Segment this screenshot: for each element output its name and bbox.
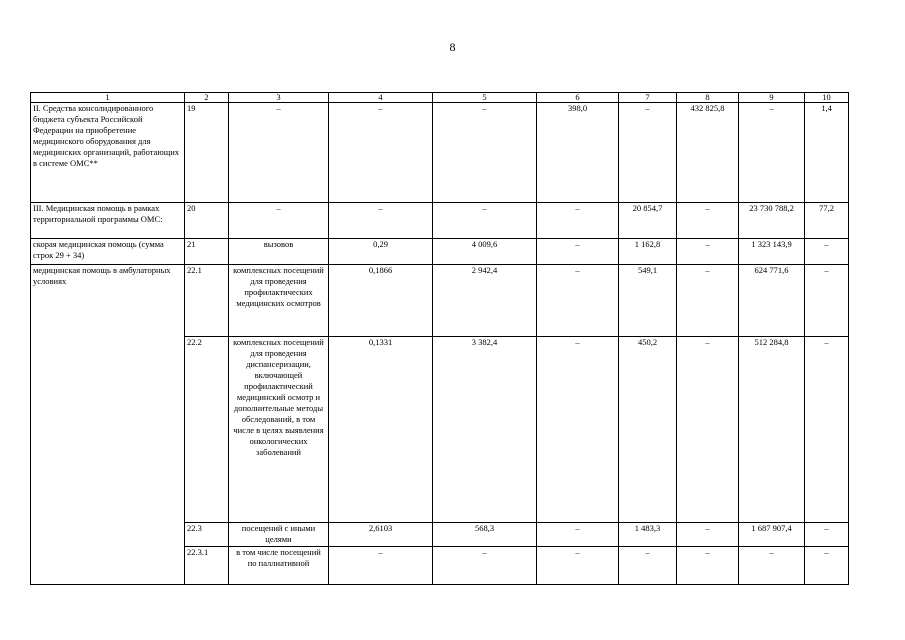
table-row — [31, 265, 849, 337]
value-cell: 1 323 143,9 — [739, 239, 805, 265]
value-cell: 1 687 907,4 — [739, 523, 805, 547]
value-cell: – — [537, 239, 619, 265]
value-cell: 0,29 — [329, 239, 433, 265]
value-cell: 624 771,6 — [739, 265, 805, 337]
value-cell: – — [537, 547, 619, 585]
header-cell: 7 — [619, 93, 677, 103]
value-cell: 1,4 — [805, 103, 849, 203]
header-cell: 9 — [739, 93, 805, 103]
value-cell: 3 382,4 — [433, 337, 537, 523]
value-cell: – — [805, 337, 849, 523]
value-cell: 2 942,4 — [433, 265, 537, 337]
value-cell: – — [329, 203, 433, 239]
value-cell: – — [433, 103, 537, 203]
value-cell: 4 009,6 — [433, 239, 537, 265]
value-cell: – — [433, 203, 537, 239]
value-cell: 1 162,8 — [619, 239, 677, 265]
header-cell: 3 — [229, 93, 329, 103]
value-cell: – — [677, 523, 739, 547]
value-cell: – — [619, 103, 677, 203]
header-cell: 8 — [677, 93, 739, 103]
unit-cell: вызовов — [229, 239, 329, 265]
unit-cell: комплексных посещений для проведения диспансеризации, включающей профилактический медицинский осмотр и дополнительные методы обследований, в том числе в целях выявления онкологических заболеваний — [229, 337, 329, 523]
value-cell: – — [805, 265, 849, 337]
value-cell: – — [677, 547, 739, 585]
value-cell: – — [739, 547, 805, 585]
row-number-cell: 22.3 — [185, 523, 229, 547]
row-number-cell: 21 — [185, 239, 229, 265]
header-cell: 10 — [805, 93, 849, 103]
table-row — [31, 239, 849, 265]
page-number: 8 — [449, 40, 456, 54]
header-cell: 6 — [537, 93, 619, 103]
value-cell: – — [329, 547, 433, 585]
value-cell: 432 825,8 — [677, 103, 739, 203]
header-cell: 2 — [185, 93, 229, 103]
value-cell: – — [537, 523, 619, 547]
row-number-cell: 19 — [185, 103, 229, 203]
value-cell: – — [433, 547, 537, 585]
table-row — [31, 103, 849, 203]
value-cell: – — [537, 265, 619, 337]
row-number-cell: 22.3.1 — [185, 547, 229, 585]
unit-cell: – — [229, 203, 329, 239]
value-cell: 398,0 — [537, 103, 619, 203]
value-cell: – — [677, 239, 739, 265]
row-number-cell: 22.2 — [185, 337, 229, 523]
value-cell: – — [619, 547, 677, 585]
value-cell: 0,1866 — [329, 265, 433, 337]
value-cell: – — [537, 337, 619, 523]
value-cell: 20 854,7 — [619, 203, 677, 239]
value-cell: 568,3 — [433, 523, 537, 547]
row-number-cell: 22.1 — [185, 265, 229, 337]
value-cell: 77,2 — [805, 203, 849, 239]
row-name-cell: II. Средства консолидированного бюджета субъекта Российской Федерации на приобретение медицинского оборудования для медицинских организаций, работающих в системе ОМС** — [31, 103, 185, 203]
value-cell: 0,1331 — [329, 337, 433, 523]
unit-cell: посещений с иными целями — [229, 523, 329, 547]
header-cell: 4 — [329, 93, 433, 103]
value-cell: 450,2 — [619, 337, 677, 523]
table-header-row — [31, 93, 849, 103]
table-row — [31, 203, 849, 239]
row-number-cell: 20 — [185, 203, 229, 239]
unit-cell: – — [229, 103, 329, 203]
budget-table — [30, 92, 849, 585]
value-cell: – — [739, 103, 805, 203]
header-cell: 1 — [31, 93, 185, 103]
value-cell: – — [677, 265, 739, 337]
value-cell: – — [329, 103, 433, 203]
value-cell: 549,1 — [619, 265, 677, 337]
value-cell: 2,6103 — [329, 523, 433, 547]
value-cell: 23 730 788,2 — [739, 203, 805, 239]
value-cell: – — [537, 203, 619, 239]
value-cell: 512 284,8 — [739, 337, 805, 523]
value-cell: – — [805, 523, 849, 547]
unit-cell: в том числе посещений по паллиативной — [229, 547, 329, 585]
value-cell: – — [805, 547, 849, 585]
row-name-cell: III. Медицинская помощь в рамках территориальной программы ОМС: — [31, 203, 185, 239]
value-cell: – — [677, 337, 739, 523]
unit-cell: комплексных посещений для проведения профилактических медицинских осмотров — [229, 265, 329, 337]
value-cell: – — [677, 203, 739, 239]
header-cell: 5 — [433, 93, 537, 103]
row-name-cell: скорая медицинская помощь (сумма строк 29 + 34) — [31, 239, 185, 265]
row-name-cell: медицинская помощь в амбулаторных условиях — [31, 265, 185, 585]
value-cell: 1 483,3 — [619, 523, 677, 547]
value-cell: – — [805, 239, 849, 265]
